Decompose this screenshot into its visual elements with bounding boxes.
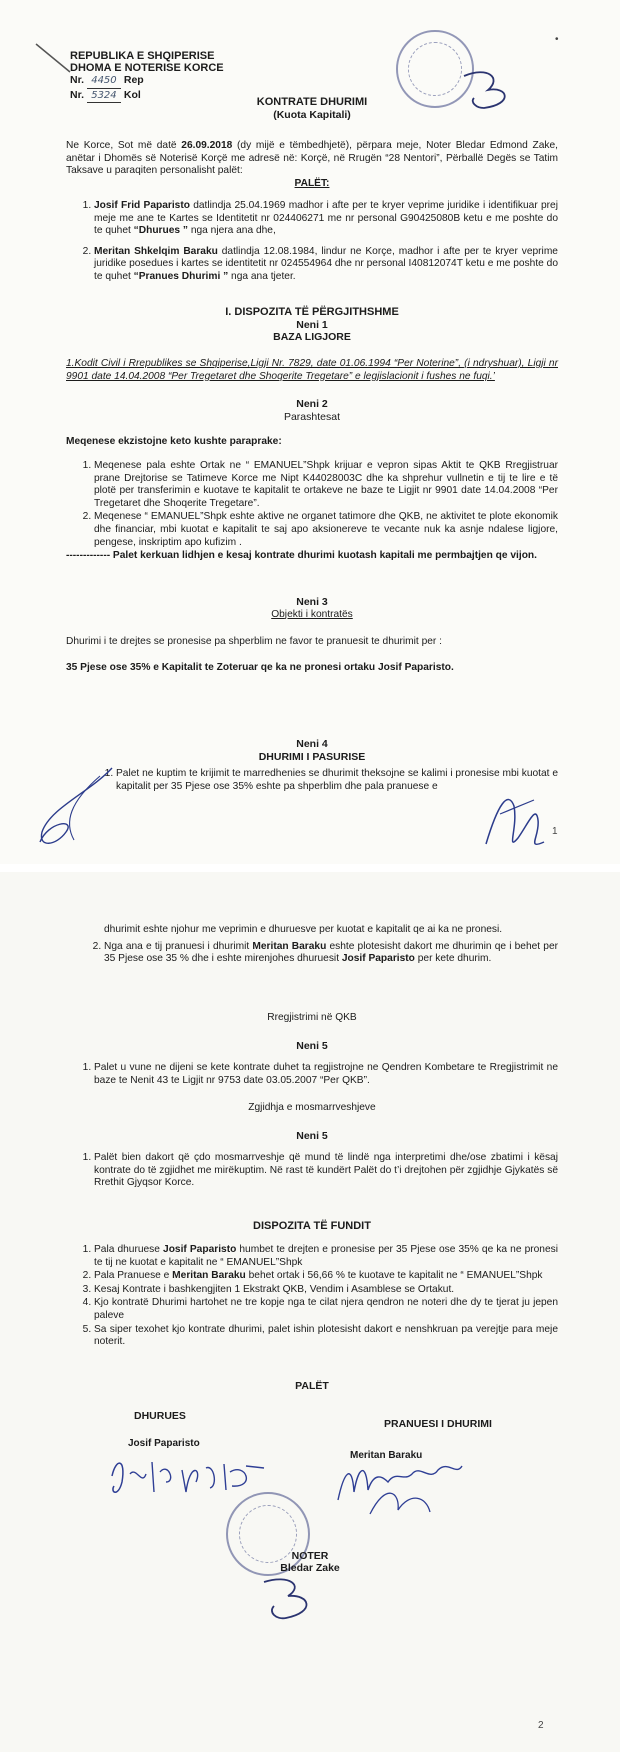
conditions-conclusion: ------------- Palet kerkuan lidhjen e kesaj kontrate dhurimi kuotash kapitali me permbajtjen qe vijon. <box>66 550 537 562</box>
condition-item: 2. Meqenese “ EMANUEL”Shpk eshte aktive ne organet tatimore dhe QKB, ne aktivitet te plote ekonomik dhe financiar, mbi kuotat e kapitalit te saj apo aksionereve te vecante nuk ka asnje ndalese ligjore, pengese, inskriptim apo kufizim . <box>94 511 558 549</box>
document-header <box>70 50 224 103</box>
conditions-lead: Meqenese ekzistojne keto kushte paraprake: <box>66 436 282 447</box>
document-page-2 <box>0 872 620 1752</box>
parties-list <box>66 200 558 284</box>
notary-name: Bledar Zake <box>280 1562 340 1574</box>
neni4-title: DHURIMI I PASURISE <box>258 750 366 763</box>
rep-number-line: Nr. 4450 Rep <box>70 74 224 88</box>
donor-label: DHURUES <box>134 1410 186 1422</box>
donor-name: Josif Paparisto <box>128 1438 200 1449</box>
neni2-title: Parashtesat <box>283 410 341 423</box>
kol-number: 5324 <box>87 90 121 103</box>
notary-label: NOTER <box>291 1550 329 1562</box>
contract-intro: Ne Korce, Sot më datë 26.09.2018 (dy mijë e tëmbedhjetë), përpara meje, Noter Bledar Edmond Zake, anëtar i Dhomës së Noterisë Korçë me adresë në: Korçë, në Rrugën “28 Nentori”, Përballë Degës se Tatim Taksave u paraqiten personalisht palët: <box>66 140 559 177</box>
contract-subtitle: (Kuota Kapitali) <box>273 108 351 121</box>
qkb-list <box>66 1062 558 1087</box>
notary-block <box>250 1550 370 1574</box>
final-item: 5. Sa siper texohet kjo kontrate dhurimi, palet ishin plotesisht dakort e nenshkruan pa verejtje para meje noterit. <box>94 1324 558 1349</box>
margin-signature-icon <box>478 784 554 858</box>
recipient-signature-icon <box>330 1452 480 1522</box>
kol-number-line: Nr. 5324 Kol <box>70 89 224 103</box>
party-donor: 1. Josif Frid Paparisto datlindja 25.04.1969 madhor i afte per te kryer veprime juridike i identifikuar prej meje me ane te Kartes se Identitetit nr 024406271 me nr personal G90425080B ketu e me poshte do te quhet “Dhurues ” nga njera ana dhe, <box>94 200 558 238</box>
final-provisions-title: DISPOZITA TË FUNDIT <box>253 1220 371 1232</box>
final-item: 4. Kjo kontratë Dhurimi hartohet ne tre kopje nga te cilat njera qendron ne noteri dhe dy te tjerat ju jepen paleve <box>94 1297 558 1322</box>
corner-mark: • <box>555 34 559 45</box>
page-gap <box>0 864 620 872</box>
neni3-title: Objekti i kontratës <box>271 608 353 620</box>
neni5a-label: Neni 5 <box>296 1040 328 1052</box>
final-item: 3. Kesaj Kontrate i bashkengjiten 1 Ekstrakt QKB, Vendim i Asamblese se Ortakut. <box>94 1284 558 1297</box>
page-number: 2 <box>538 1720 544 1731</box>
neni5b-label: Neni 5 <box>296 1130 328 1142</box>
neni4-item: 1. Palet ne kuptim te krijimit te marredhenies se dhurimit theksojne se kalimi i pronesise mbi kuotat e kapitalit per 35 Pjese ose 35% eshte pa shperblim dhe pala pranuese e <box>116 768 558 793</box>
pen-mark-icon <box>34 40 74 76</box>
recipient-label: PRANUESI I DHURIMI <box>384 1418 492 1430</box>
neni1-title: BAZA LIGJORE <box>273 331 351 344</box>
neni4-item: 2. Nga ana e tij pranuesi i dhurimit Meritan Baraku eshte plotesisht dakort me dhurimin qe i behet per 35 Pjese ose 35 % dhe i eshte mirenjohes dhuruesit Josif Paparisto per kete dhurim. <box>104 941 558 966</box>
neni4-item-continued: dhurimit eshte njohur me veprimin e dhuruesve per kuotat e kapitalit qe ai ka ne pronesi. <box>104 924 503 935</box>
recipient-name: Meritan Baraku <box>350 1450 423 1461</box>
document-page-1 <box>0 0 620 864</box>
disputes-title: Zgjidhja e mosmarrveshjeve <box>248 1102 376 1113</box>
object-text: Dhurimi i te drejtes se pronesise pa shperblim ne favor te pranuesit te dhurimit per : <box>66 636 442 647</box>
legal-basis: 1.Kodit Civil i Rrepublikes se Shqiperise,Ligji Nr. 7829, date 01.06.1994 “Per Noterine”, (i ndryshuar), Ligji nr 9901 date 14.04.2008 “Per Tregetaret dhe Shoqerite Tregetare” e legjislacionit i fushes ne fuqi.’ <box>66 358 558 382</box>
final-item: 2. Pala Pranuese e Meritan Baraku behet ortak i 56,66 % te kuotave te kapitalit ne “ EMANUEL”Shpk <box>94 1270 558 1283</box>
neni3-label: Neni 3 <box>296 596 328 608</box>
disputes-list <box>66 1152 558 1190</box>
contract-date: 26.09.2018 <box>181 140 233 151</box>
contract-title: KONTRATE DHURIMI <box>256 96 368 108</box>
neni4-continuation <box>76 924 558 972</box>
section1-title: I. DISPOZITA TË PËRGJITHSHME <box>225 306 399 318</box>
parties-heading: PALËT: <box>294 178 330 189</box>
header-republic: REPUBLIKA E SHQIPERISE <box>70 50 215 62</box>
disputes-item: 1. Palët bien dakort që çdo mosmarrveshje që mund të lindë nga interpretimi dhe/ose zbatimi i kësaj kontrate do të zgjidhet me mirëkuptim. Në rast të kundërt Palët do t’i drejtohen për zgjidhje Gjykatës së Rrethit Gjyqsor Korce. <box>94 1152 558 1190</box>
neni2-label: Neni 2 <box>296 398 328 410</box>
neni1-label: Neni 1 <box>296 318 328 331</box>
notary-signature-icon <box>256 1572 326 1632</box>
page-number: 1 <box>552 826 558 837</box>
final-provisions-list <box>66 1244 558 1349</box>
condition-item: 1. Meqenese pala eshte Ortak ne “ EMANUEL”Shpk krijuar e vepron sipas Aktit te QKB Rregjistruar prane Drejtorise se Tatimeve Korce me Nipt K44028003C dhe ka shprehur vullnetin e tij te lire e të plotë per transferimin e kuotave te kapitalit te ortakeve ne baze te Ligjit nr 9901 date 14.04.2008 “Per Tregetaret dhe Shoqerite Tregetare”. <box>94 460 558 510</box>
neni4-list-page2 <box>76 941 558 966</box>
conditions-list <box>66 460 558 549</box>
neni4-label: Neni 4 <box>296 738 328 750</box>
qkb-item: 1. Palet u vune ne dijeni se kete kontrate duhet ta regjistrojne ne Qendren Kombetare te Rregjistrimit ne baze te Nenit 43 te Ligjit nr 9753 date 03.05.2007 “Per QKB”. <box>94 1062 558 1087</box>
final-item: 1. Pala dhuruese Josif Paparisto humbet te drejten e pronesise per 35 Pjese ose 35% qe ka ne pronesi te tij ne kuotat e kapitalit ne “ EMANUEL”Shpk <box>94 1244 558 1269</box>
rep-number: 4450 <box>87 75 121 88</box>
party-recipient: 2. Meritan Shkelqim Baraku datlindja 12.08.1984, lindur ne Korçe, madhor i afte per te kryer veprime juridike posedues i kartes se identitetit nr 024554964 dhe nr personal I40812074T ketu e me poshte do te quhet “Pranues Dhurimi ” nga ana tjeter. <box>94 246 558 284</box>
header-chamber: DHOMA E NOTERISE KORCE <box>70 62 224 75</box>
qkb-title: Rregjistrimi në QKB <box>267 1012 357 1023</box>
margin-signature-icon <box>30 762 120 854</box>
signatures-heading: PALËT <box>295 1380 329 1392</box>
object-bold: 35 Pjese ose 35% e Kapitalit te Zoteruar qe ka ne pronesi ortaku Josif Paparisto. <box>66 662 454 673</box>
